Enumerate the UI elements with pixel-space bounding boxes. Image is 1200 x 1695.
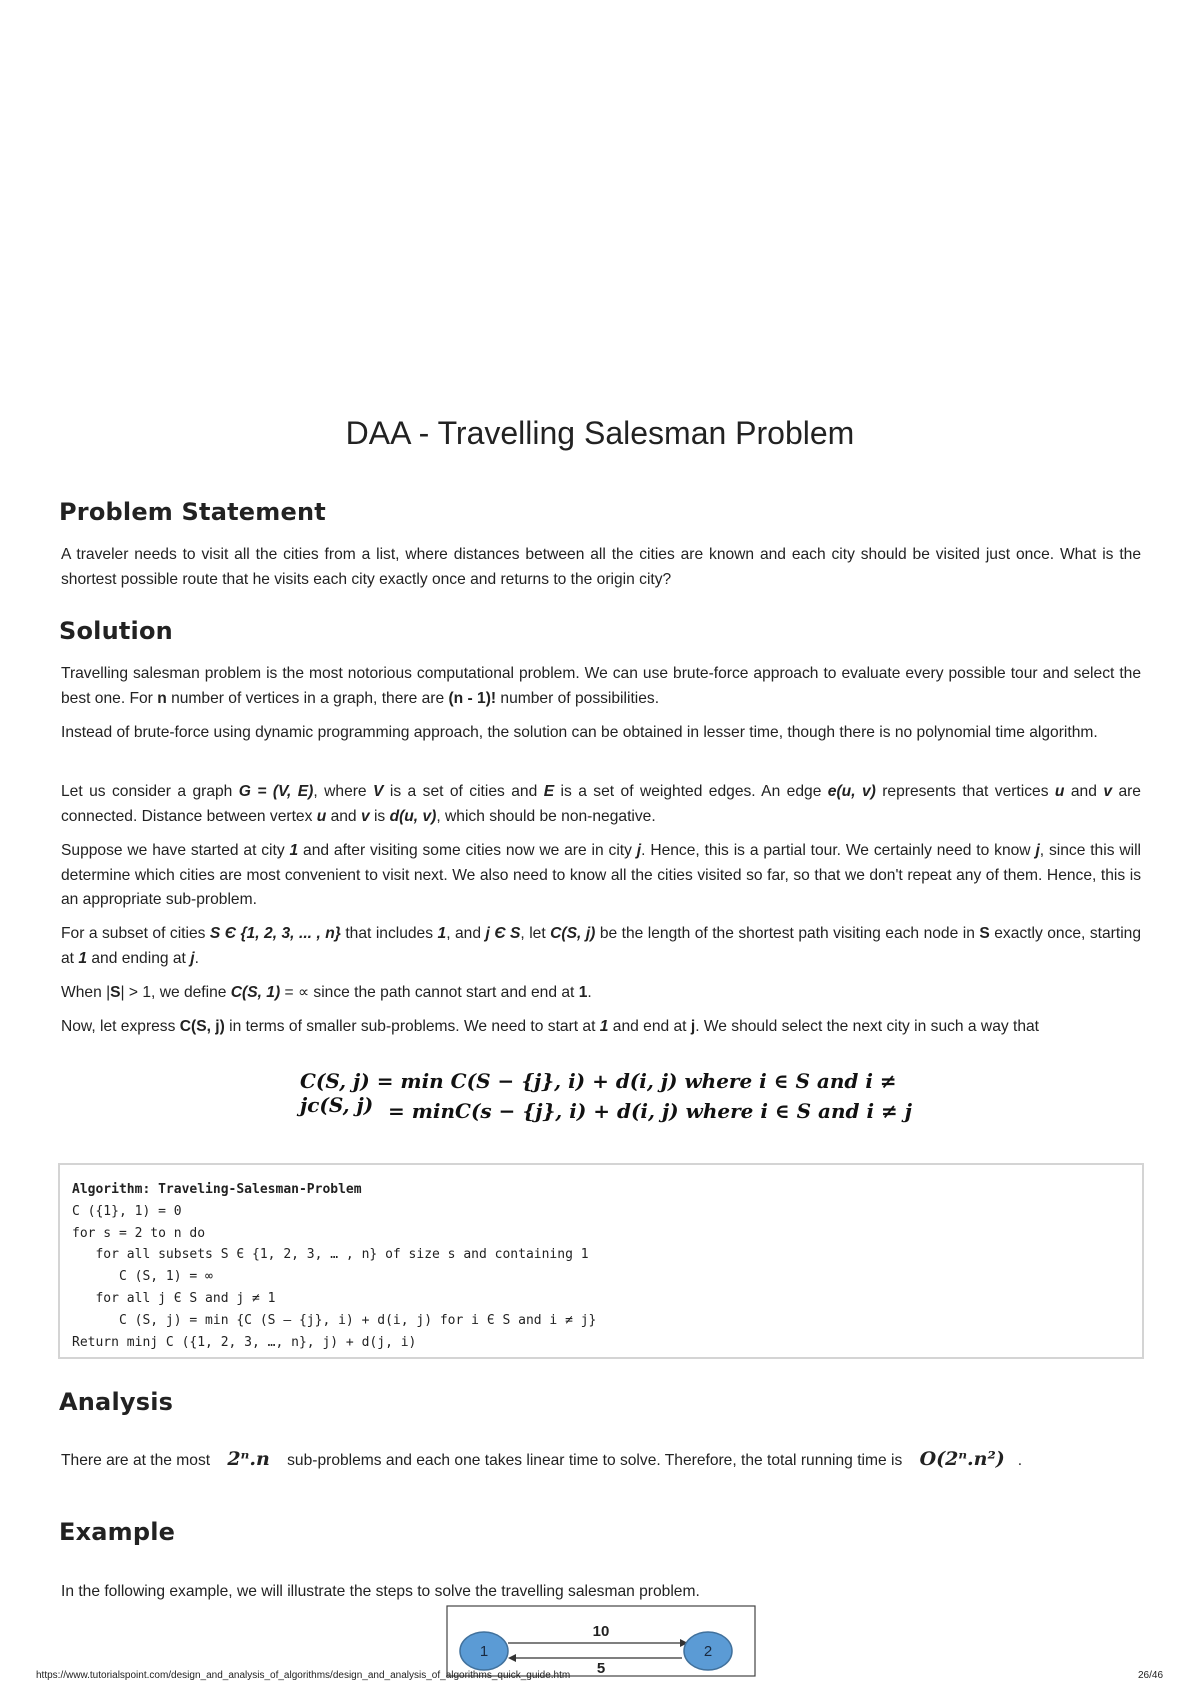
arrowhead-icon xyxy=(508,1654,516,1662)
graph-node-1-label: 1 xyxy=(479,1643,489,1660)
example-heading: Example xyxy=(59,1518,176,1546)
analysis-text: There are at the most 2ⁿ.n sub-problems and each one takes linear time to solve. Therefore, the total running time is O(2ⁿ.n²) . xyxy=(61,1448,1023,1470)
example-text: In the following example, we will illustrate the steps to solve the travelling salesman problem. xyxy=(61,1583,700,1600)
problem-statement-text: A traveler needs to visit all the cities from a list, where distances between all the cities are known and each city should be visited just once. What is the shortest possible route that he visits each city exactly once and returns to the origin city? xyxy=(61,546,1141,588)
footer-url: https://www.tutorialspoint.com/design_and_analysis_of_algorithms/design_and_analysis_of_algorithms_quick_guide.htm xyxy=(36,1670,571,1681)
solution-paragraph-2: Instead of brute-force using dynamic programming approach, the solution can be obtained in lesser time, though there is no polynomial time algorithm. xyxy=(61,724,1098,741)
problem-statement-heading: Problem Statement xyxy=(59,498,326,526)
code-line: Algorithm: Traveling-Salesman-Problem xyxy=(72,1182,362,1197)
analysis-heading: Analysis xyxy=(59,1388,174,1416)
footer-page-number: 26/46 xyxy=(1138,1670,1164,1681)
recurrence-formula-line-1: C(S, j) = min C(S − {j}, i) + d(i, j) where i ∈ S and i ≠ jc(S, j) xyxy=(300,1069,897,1117)
page-title: DAA - Travelling Salesman Problem xyxy=(345,415,855,451)
algorithm-code-block xyxy=(58,1163,1144,1359)
code-line: C (S, 1) = ∞ xyxy=(72,1269,213,1285)
code-line: C ({1}, 1) = 0 xyxy=(72,1203,182,1219)
solution-paragraph-4: Suppose we have started at city 1 and after visiting some cities now we are in city j. Hence, this is a partial tour. We certainly need to know j, since this will determine which cities are most convenient to visit next. We also need to know all the cities visited so far, so that we don't repeat any of them. Hence, this is an appropriate sub-problem. xyxy=(61,842,1142,908)
solution-heading: Solution xyxy=(59,617,173,645)
edge-label-5: 5 xyxy=(596,1660,606,1677)
code-line: Return minj C ({1, 2, 3, …, n}, j) + d(j, i) xyxy=(72,1334,417,1350)
example-graph-diagram xyxy=(446,1605,756,1677)
code-line: for all subsets S Є {1, 2, 3, … , n} of size s and containing 1 xyxy=(72,1247,589,1263)
solution-paragraph-7: Now, let express C(S, j) in terms of smaller sub-problems. We need to start at 1 and end at j. We should select the next city in such a way that xyxy=(61,1018,1040,1035)
recurrence-formula-line-2: = minC(s − {j}, i) + d(i, j) where i ∈ S and i ≠ j xyxy=(388,1099,913,1123)
solution-paragraph-6: When |S| > 1, we define C(S, 1) = ∝ since the path cannot start and end at 1. xyxy=(61,984,592,1001)
code-line: C (S, j) = min {C (S – {j}, i) + d(i, j) for i Є S and i ≠ j} xyxy=(72,1312,597,1328)
math-subproblems: 2ⁿ.n xyxy=(227,1448,270,1470)
code-line: for s = 2 to n do xyxy=(72,1225,206,1241)
math-running-time: O(2ⁿ.n²) xyxy=(919,1448,1005,1470)
edge-label-10: 10 xyxy=(592,1623,610,1640)
solution-paragraph-5: For a subset of cities S Є {1, 2, 3, ... , n} that includes 1, and j Є S, let C(S, j) be the length of the shortest path visiting each node in S exactly once, starting at 1 and ending at j. xyxy=(61,925,1142,967)
graph-node-2-label: 2 xyxy=(703,1643,713,1660)
code-line: for all j Є S and j ≠ 1 xyxy=(72,1290,276,1306)
solution-paragraph-3: Let us consider a graph G = (V, E), where V is a set of cities and E is a set of weighted edges. An edge e(u, v) represents that vertices u and v are connected. Distance between vertex u and v is d(u, v), which should be non-negative. xyxy=(61,783,1141,825)
solution-paragraph-1: Travelling salesman problem is the most notorious computational problem. We can use brute-force approach to evaluate every possible tour and select the best one. For n number of vertices in a graph, there are (n - 1)! number of possibilities. xyxy=(61,665,1141,707)
